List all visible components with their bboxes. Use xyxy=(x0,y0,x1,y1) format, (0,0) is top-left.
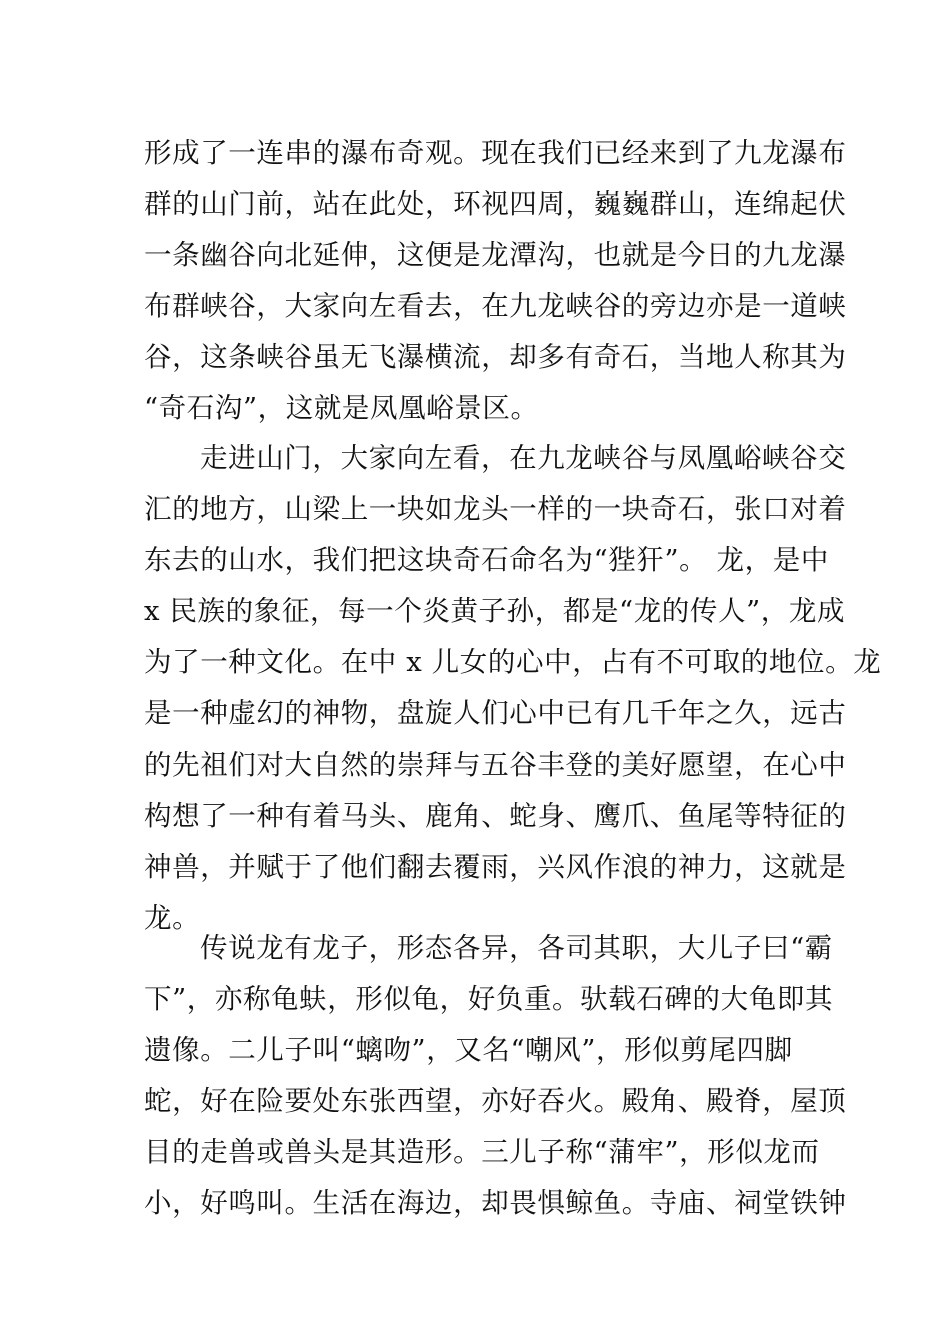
paragraph-2 xyxy=(144,433,882,944)
text-line: 布群峡谷，大家向左看去，在九龙峡谷的旁边亦是一道峡 xyxy=(144,290,847,323)
text-line: 走进山门，大家向左看，在九龙峡谷与凤凰峪峡谷交 xyxy=(200,442,847,474)
text-line: 的先祖们对大自然的崇拜与五谷丰登的美好愿望，在心中 xyxy=(144,748,847,781)
text-line: 下”，亦称龟蚨，形似龟，好负重。驮载石碑的大龟即其 xyxy=(144,983,834,1016)
text-line: 汇的地方，山梁上一块如龙头一样的一块奇石，张口对着 xyxy=(144,493,847,526)
text-line: x 民族的象征，每一个炎黄子孙，都是“龙的传人”，龙成 xyxy=(144,595,846,628)
text-line: 蛇，好在险要处东张西望，亦好吞火。殿角、殿脊，屋顶 xyxy=(144,1085,847,1118)
text-line: 传说龙有龙子，形态各异，各司其职，大儿子曰“霸 xyxy=(200,932,833,964)
text-line: 龙。 xyxy=(144,901,201,934)
text-line: 一条幽谷向北延伸，这便是龙潭沟，也就是今日的九龙瀑 xyxy=(144,239,847,272)
text-line: 遗像。二儿子叫“螭吻”，又名“嘲风”，形似剪尾四脚 xyxy=(144,1034,793,1067)
text-line: 是一种虚幻的神物，盘旋人们心中已有几千年之久，远古 xyxy=(144,697,847,730)
text-line: “奇石沟”，这就是凤凰峪景区。 xyxy=(144,392,539,425)
text-line: 构想了一种有着马头、鹿角、蛇身、鹰爪、鱼尾等特征的 xyxy=(144,799,847,832)
paragraph-3 xyxy=(144,923,847,1230)
text-line: 为了一种文化。在中 x 儿女的心中，占有不可取的地位。龙 xyxy=(144,646,882,679)
text-line: 东去的山水，我们把这块奇石命名为“狴犴”。 龙，是中 xyxy=(144,544,829,577)
paragraph-1 xyxy=(144,128,847,435)
text-line: 神兽，并赋于了他们翻去覆雨，兴风作浪的神力，这就是 xyxy=(144,850,847,883)
text-line: 谷，这条峡谷虽无飞瀑横流，却多有奇石，当地人称其为 xyxy=(144,341,847,374)
text-line: 目的走兽或兽头是其造形。三儿子称“蒲牢”，形似龙而 xyxy=(144,1136,820,1169)
text-line: 群的山门前，站在此处，环视四周，巍巍群山，连绵起伏 xyxy=(144,188,847,221)
text-line: 小，好鸣叫。生活在海边，却畏惧鲸鱼。寺庙、祠堂铁钟 xyxy=(144,1187,847,1220)
text-line: 形成了一连串的瀑布奇观。现在我们已经来到了九龙瀑布 xyxy=(144,137,847,169)
